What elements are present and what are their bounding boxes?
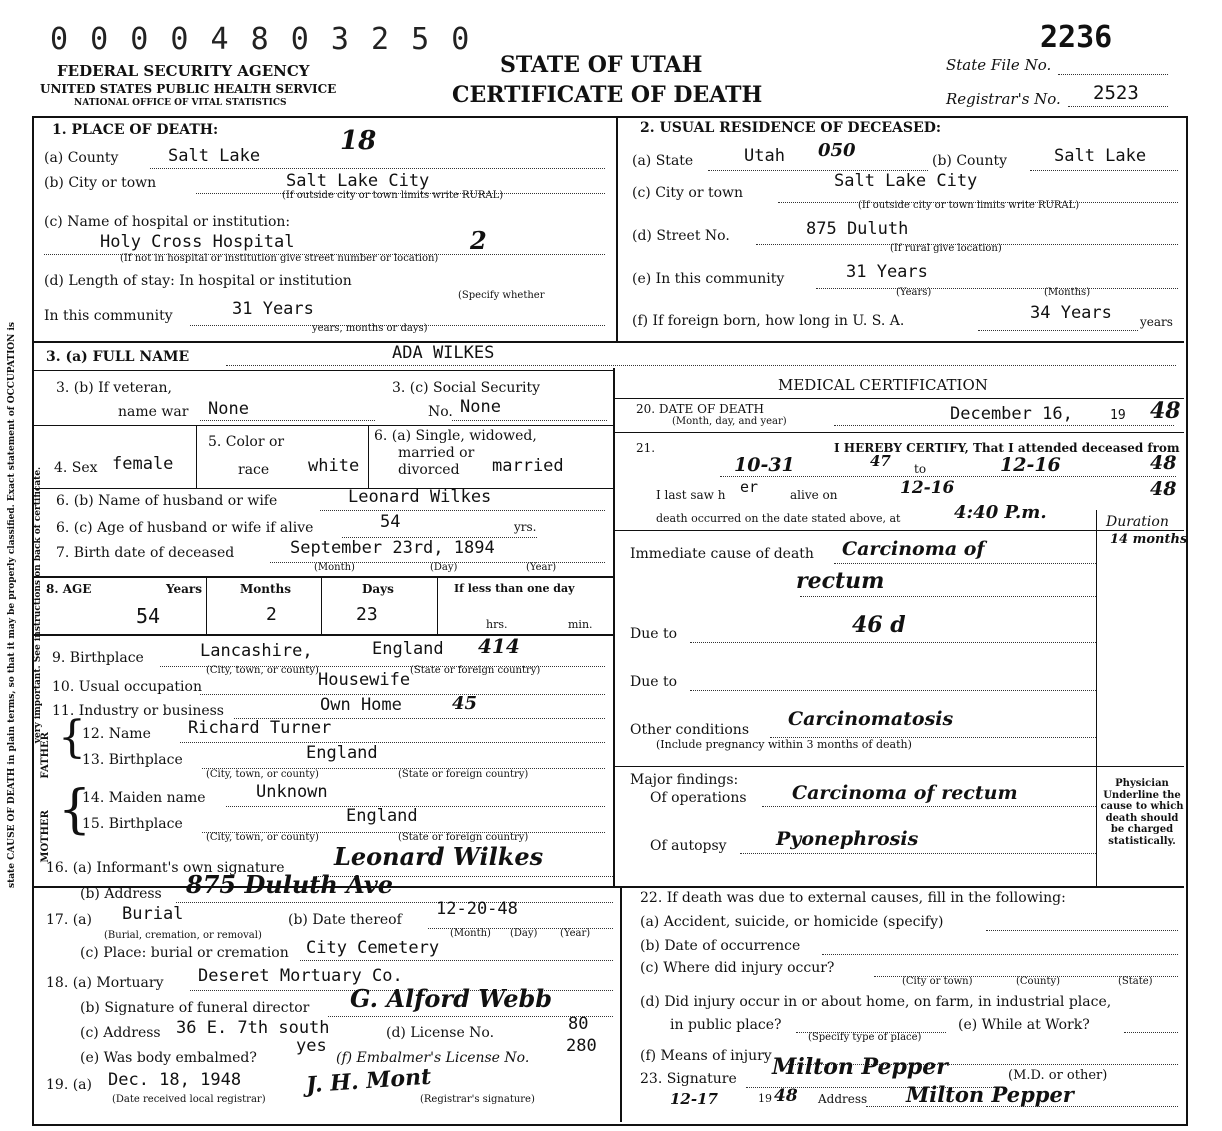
burial-month-note: (Month) — [450, 928, 491, 939]
foreign-suffix: years — [1140, 315, 1173, 329]
embalmer-no: 280 — [566, 1036, 597, 1056]
director-address-label: (c) Address — [80, 1025, 161, 1041]
age-days: 23 — [356, 604, 378, 625]
attend-to: 12-16 — [1000, 454, 1061, 476]
days-header: Days — [362, 582, 394, 596]
external-d-note: (Specify type of place) — [808, 1032, 922, 1043]
external-c-note-state: (State) — [1118, 976, 1153, 987]
marital-value: married — [492, 456, 564, 476]
res-state: Utah — [744, 146, 785, 166]
day-note: (Day) — [430, 562, 458, 573]
agency-name: FEDERAL SECURITY AGENCY — [57, 62, 310, 80]
full-name-label: 3. (a) FULL NAME — [46, 349, 190, 365]
war-value: None — [208, 399, 249, 419]
res-community: 31 Years — [846, 262, 928, 282]
burial-place-label: (c) Place: burial or cremation — [80, 945, 289, 961]
res-months-note: (Months) — [1044, 287, 1091, 298]
death-time: 4:40 P.m. — [954, 502, 1047, 523]
director-address: 36 E. 7th south — [176, 1018, 330, 1038]
to-label: to — [914, 462, 927, 476]
dod-note: (Month, day, and year) — [672, 416, 787, 427]
attend-from-year: 47 — [870, 452, 891, 470]
birth-date: September 23rd, 1894 — [290, 538, 495, 558]
father-vertical-label: FATHER — [40, 732, 51, 779]
city-note: (If outside city or town limits write RURAL) — [282, 190, 504, 201]
mother-brace: { — [58, 780, 92, 840]
marital-label-3: divorced — [398, 462, 460, 478]
res-street-label: (d) Street No. — [632, 228, 730, 244]
industry-code: 45 — [452, 693, 478, 714]
burial-day-note: (Day) — [510, 928, 538, 939]
sex-label: 4. Sex — [54, 460, 98, 476]
duration-label: Duration — [1106, 514, 1169, 530]
res-city-note: (If outside city or town limits write RURAL) — [858, 200, 1080, 211]
community-label: In this community — [44, 308, 173, 324]
birthplace-state-note: (State or foreign country) — [410, 665, 541, 676]
immediate-label: Immediate cause of death — [630, 546, 814, 562]
attend-to-year: 48 — [1150, 452, 1177, 474]
md-note: (M.D. or other) — [1008, 1068, 1108, 1083]
res-county-label: (b) County — [932, 153, 1008, 169]
alive-label: alive on — [790, 488, 838, 502]
year-note: (Year) — [526, 562, 557, 573]
signature-label: 23. Signature — [640, 1071, 737, 1087]
registrar-sig-note: (Registrar's signature) — [420, 1094, 535, 1105]
maiden-name: Unknown — [256, 782, 328, 802]
age-years: 54 — [136, 604, 161, 628]
burial-place: City Cemetery — [306, 938, 440, 958]
death-city: Salt Lake City — [286, 171, 430, 191]
side-instructions: state CAUSE OF DEATH in plain terms, so that it may be properly classified. Exact statement of OCCUPATION is — [7, 322, 17, 888]
birthplace-city-note: (City, town, or county) — [206, 665, 319, 676]
external-d-1: (d) Did injury occur in or about home, on farm, in industrial place, — [640, 994, 1112, 1010]
mortuary-name: Deseret Mortuary Co. — [198, 966, 403, 986]
county-code: 18 — [340, 126, 377, 156]
color-label: 5. Color or — [208, 434, 285, 450]
father-brace: { — [58, 712, 86, 763]
attend-from: 10-31 — [734, 454, 795, 476]
last-saw-date: 12-16 — [900, 478, 955, 498]
mother-birthplace-label: 15. Birthplace — [82, 816, 183, 832]
agency-office: NATIONAL OFFICE OF VITAL STATISTICS — [74, 98, 287, 108]
full-name: ADA WILKES — [392, 343, 495, 363]
registrar-signature: J. H. Mont — [305, 1063, 433, 1099]
received-label: 19. (a) — [46, 1077, 92, 1093]
date-signed-year: 48 — [774, 1086, 798, 1106]
less-than-day-header: If less than one day — [454, 582, 575, 595]
place-of-death-heading: 1. PLACE OF DEATH: — [52, 122, 219, 138]
dod-year-prefix: 19 — [1110, 408, 1126, 423]
hospital-name: Holy Cross Hospital — [100, 232, 295, 252]
external-c-note-county: (County) — [1016, 976, 1061, 987]
sex-value: female — [112, 454, 174, 474]
war-label: name war — [118, 404, 189, 420]
months-header: Months — [240, 582, 292, 596]
informant-sig-label: 16. (a) Informant's own signature — [46, 860, 285, 876]
years-header: Years — [166, 582, 203, 596]
received-note: (Date received local registrar) — [112, 1094, 266, 1105]
physician-signature: Milton Pepper — [772, 1054, 948, 1080]
received-date: Dec. 18, 1948 — [108, 1070, 242, 1090]
burial-date-label: (b) Date thereof — [288, 912, 402, 928]
cert-text: I HEREBY CERTIFY, That I attended deceased from — [834, 441, 1180, 455]
foreign-label: (f) If foreign born, how long in U. S. A. — [632, 313, 905, 329]
dod-label: 20. DATE OF DEATH — [636, 402, 764, 416]
informant-address: 875 Duluth Ave — [186, 870, 394, 899]
mother-bp-state-note: (State or foreign country) — [398, 832, 529, 843]
ss-no: None — [460, 397, 501, 417]
hospital-label: (c) Name of hospital or institution: — [44, 214, 291, 230]
father-birthplace: England — [306, 743, 378, 763]
cert-number: 21. — [636, 441, 656, 455]
spouse-age: 54 — [380, 512, 401, 532]
dod-year: 48 — [1150, 398, 1181, 424]
foreign-years: 34 Years — [1030, 303, 1112, 323]
spouse-age-label: 6. (c) Age of husband or wife if alive — [56, 520, 314, 536]
industry: Own Home — [320, 695, 402, 715]
date-signed-year-prefix: 19 — [758, 1092, 772, 1105]
maiden-label: 14. Maiden name — [82, 790, 206, 806]
physician-address: Milton Pepper — [906, 1082, 1074, 1107]
occupation-label: 10. Usual occupation — [52, 679, 202, 695]
death-time-label: death occurred on the date stated above, at — [656, 512, 901, 525]
burial-label: 17. (a) — [46, 912, 92, 928]
due-to-label-2: Due to — [630, 674, 678, 690]
burial-method-note: (Burial, cremation, or removal) — [104, 930, 262, 941]
res-county: Salt Lake — [1054, 146, 1147, 166]
death-community: 31 Years — [232, 299, 314, 319]
external-d-2: in public place? — [670, 1017, 782, 1033]
autopsy-finding: Pyonephrosis — [776, 828, 919, 850]
father-birthplace-label: 13. Birthplace — [82, 752, 183, 768]
other-conditions-label: Other conditions — [630, 722, 750, 738]
burial-method: Burial — [122, 904, 184, 924]
res-state-code: 050 — [818, 140, 856, 161]
race-label: race — [238, 462, 270, 478]
funeral-director-label: (b) Signature of funeral director — [80, 1000, 310, 1016]
date-signed: 12-17 — [670, 1090, 718, 1108]
father-name: Richard Turner — [188, 718, 332, 738]
last-saw-year: 48 — [1150, 478, 1177, 500]
informant-signature: Leonard Wilkes — [334, 842, 544, 871]
autopsy-label: Of autopsy — [650, 838, 727, 854]
county-label: (a) County — [44, 150, 119, 166]
age-label: 8. AGE — [46, 582, 92, 596]
physician-underline-note: Physician Underline the cause to which death should be charged statistically. — [1100, 778, 1184, 847]
spouse-label: 6. (b) Name of husband or wife — [56, 493, 278, 509]
license-label: (d) License No. — [386, 1025, 495, 1041]
mortuary-label: 18. (a) Mortuary — [46, 975, 164, 991]
serial-number: 0 0 0 0 4 8 0 3 2 5 0 — [50, 22, 472, 57]
external-f: (f) Means of injury — [640, 1048, 772, 1064]
duration-value: 14 months — [1110, 532, 1188, 547]
mother-birthplace: England — [346, 806, 418, 826]
burial-date: 12-20-48 — [436, 899, 518, 919]
ss-no-label: No. — [428, 404, 453, 420]
marital-label-1: 6. (a) Single, widowed, — [374, 428, 537, 444]
embalmed-value: yes — [296, 1036, 327, 1056]
res-street: 875 Duluth — [806, 219, 909, 239]
min-label: min. — [568, 618, 593, 631]
city-label: (b) City or town — [44, 175, 157, 191]
residence-heading: 2. USUAL RESIDENCE OF DECEASED: — [640, 120, 942, 136]
embalmed-label: (e) Was body embalmed? — [80, 1050, 257, 1066]
mother-bp-city-note: (City, town, or county) — [206, 832, 319, 843]
form-subtitle: CERTIFICATE OF DEATH — [452, 82, 763, 108]
ss-label: 3. (c) Social Security — [392, 380, 541, 396]
informant-address-label: (b) Address — [80, 886, 162, 902]
marital-label-2: married or — [398, 445, 475, 461]
res-city: Salt Lake City — [834, 171, 978, 191]
hrs-label: hrs. — [486, 618, 508, 631]
death-county: Salt Lake — [168, 146, 261, 166]
mother-vertical-label: MOTHER — [40, 810, 51, 863]
date-of-death: December 16, — [950, 404, 1073, 424]
father-bp-state-note: (State or foreign country) — [398, 769, 529, 780]
father-name-label: 12. Name — [82, 726, 151, 742]
funeral-director-signature: G. Alford Webb — [350, 984, 553, 1013]
operations-label: Of operations — [650, 790, 747, 806]
physician-address-label: Address — [818, 1092, 868, 1106]
state-file-label: State File No. — [946, 56, 1052, 74]
agency-sub: UNITED STATES PUBLIC HEALTH SERVICE — [40, 82, 337, 96]
burial-year-note: (Year) — [560, 928, 591, 939]
other-conditions: Carcinomatosis — [788, 708, 954, 730]
state-file-number: 2236 — [1040, 20, 1113, 55]
res-city-label: (c) City or town — [632, 185, 744, 201]
external-e: (e) While at Work? — [958, 1017, 1090, 1033]
father-bp-city-note: (City, town, or county) — [206, 769, 319, 780]
registrar-number: 2523 — [1093, 82, 1139, 104]
race-value: white — [308, 456, 360, 476]
hospital-note: (If not in hospital or institution give street number or location) — [120, 253, 439, 264]
birth-date-label: 7. Birth date of deceased — [56, 545, 235, 561]
operations-finding: Carcinoma of rectum — [792, 782, 1018, 804]
external-c: (c) Where did injury occur? — [640, 960, 835, 976]
age-months: 2 — [266, 604, 277, 625]
month-note: (Month) — [314, 562, 355, 573]
veteran-label: 3. (b) If veteran, — [56, 380, 172, 396]
birthplace-code: 414 — [478, 634, 520, 658]
major-findings-label: Major findings: — [630, 772, 739, 788]
medical-heading: MEDICAL CERTIFICATION — [778, 376, 988, 394]
res-years-note: (Years) — [896, 287, 932, 298]
registrar-label: Registrar's No. — [946, 90, 1061, 108]
due-to-label-1: Due to — [630, 626, 678, 642]
birthplace-country: England — [372, 639, 444, 659]
res-street-note: (If rural give location) — [890, 243, 1002, 254]
embalmer-label: (f) Embalmer's License No. — [336, 1050, 530, 1066]
res-community-label: (e) In this community — [632, 271, 785, 287]
stay-label: (d) Length of stay: In hospital or institution — [44, 273, 352, 289]
industry-label: 11. Industry or business — [52, 703, 224, 719]
spouse-name: Leonard Wilkes — [348, 487, 492, 507]
immediate-cause: Carcinoma of — [842, 538, 985, 560]
external-b: (b) Date of occurrence — [640, 938, 801, 954]
yrs-label: yrs. — [514, 520, 537, 534]
birthplace-city: Lancashire, — [200, 641, 313, 661]
external-heading: 22. If death was due to external causes, fill in the following: — [640, 890, 1066, 906]
last-saw-fill: er — [740, 478, 759, 496]
hospital-code: 2 — [470, 226, 487, 255]
last-saw-label: I last saw h — [656, 488, 726, 502]
due-to-1: 46 d — [852, 612, 906, 638]
side-instructions-2: very important. See instructions on back of certificate. — [33, 466, 43, 744]
license-no: 80 — [568, 1014, 589, 1034]
immediate-cause-2: rectum — [796, 568, 885, 594]
specify-note: (Specify whether — [458, 290, 545, 301]
birthplace-label: 9. Birthplace — [52, 650, 144, 666]
external-c-note-city: (City or town) — [902, 976, 973, 987]
occupation: Housewife — [318, 670, 411, 690]
res-state-label: (a) State — [632, 153, 694, 169]
other-conditions-note: (Include pregnancy within 3 months of death) — [656, 738, 912, 751]
units-note: years, months or days) — [312, 323, 428, 334]
form-title: STATE OF UTAH — [500, 52, 703, 78]
external-a: (a) Accident, suicide, or homicide (specify) — [640, 914, 944, 930]
